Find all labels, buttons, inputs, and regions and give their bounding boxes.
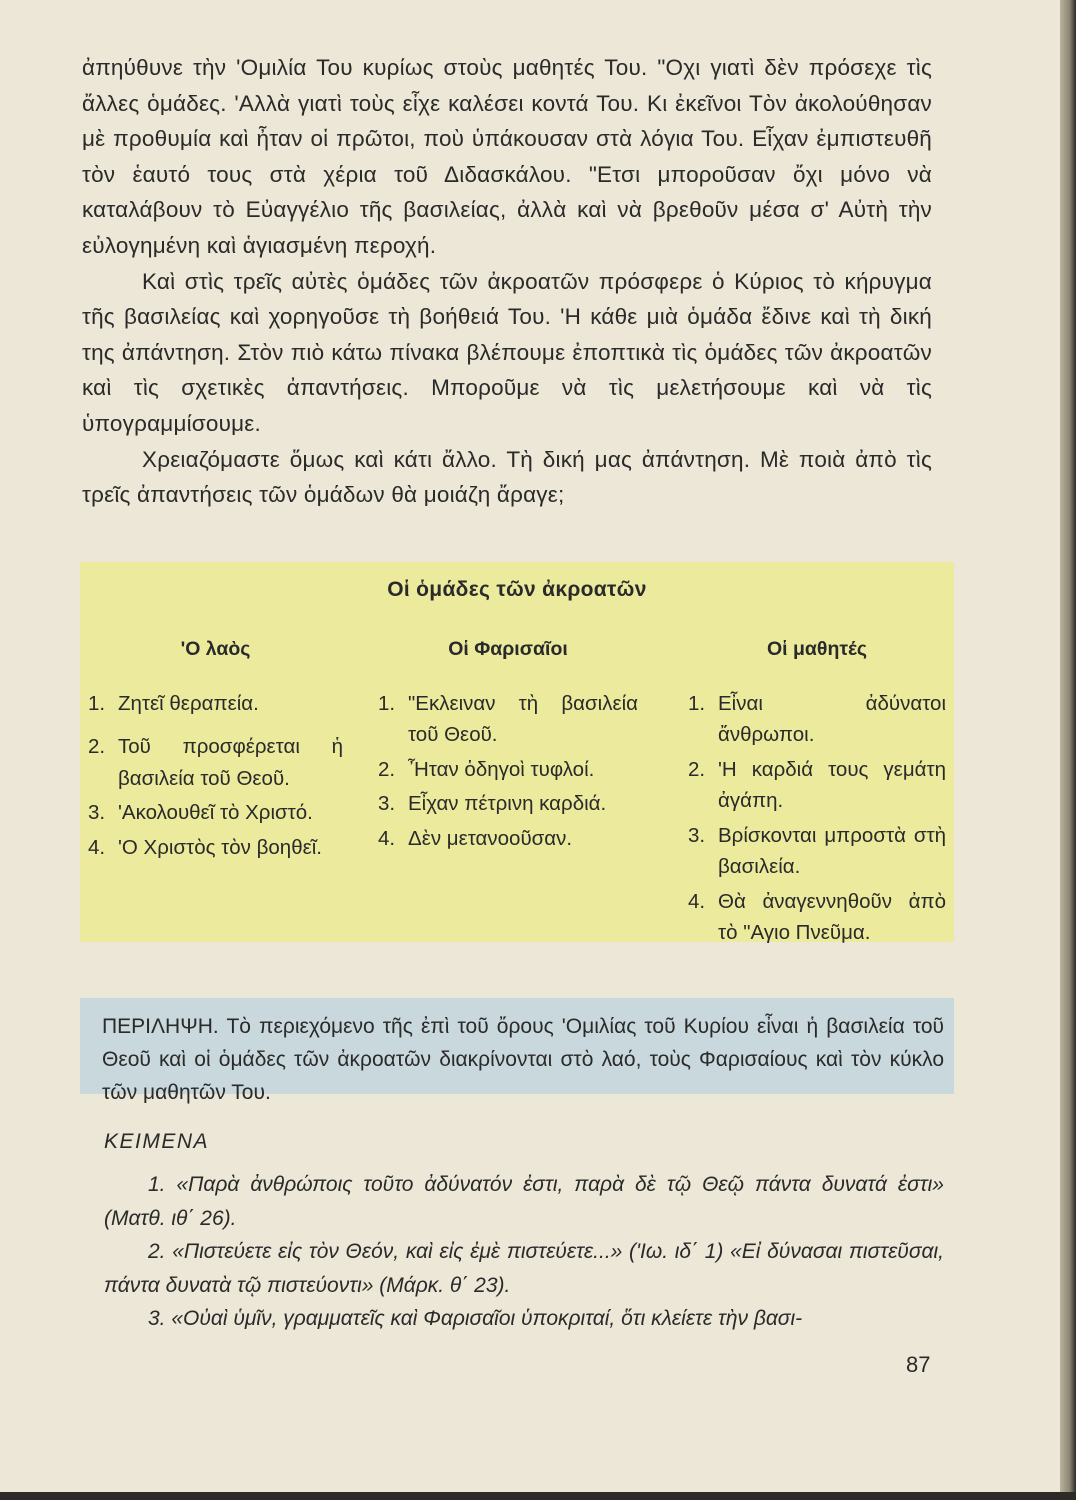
item-text: Ζητεῖ θεραπεία. — [118, 691, 259, 715]
list-item — [378, 788, 638, 820]
item-number: 4. — [688, 889, 706, 913]
item-number: 2. — [378, 757, 396, 781]
book-spine-edge — [1060, 0, 1076, 1500]
item-number: 4. — [378, 826, 396, 850]
item-number: 3. — [378, 792, 396, 815]
list-item — [378, 823, 638, 855]
list-item — [688, 886, 946, 949]
list-item — [378, 754, 638, 786]
page-bottom-edge — [0, 1492, 1076, 1500]
intro-text — [82, 50, 932, 513]
texts-heading: ΚΕΙΜΕΝΑ — [104, 1130, 210, 1153]
item-text: Εἶχαν πέτρινη καρδιά. — [408, 792, 607, 815]
item-number: 1. — [88, 691, 106, 715]
item-text: Ἦταν ὁδηγοὶ τυφλοί. — [408, 757, 595, 781]
list-item — [688, 688, 946, 751]
item-number: 4. — [88, 835, 106, 859]
text-quote: 3. «Οὐαὶ ὑμῖν, γραμματεῖς καὶ Φαρισαῖοι ὑποκριταί, ὅτι κλείετε τὴν βασι- — [148, 1307, 803, 1330]
item-text: "Εκλειναν τὴ βασιλεία τοῦ Θεοῦ. — [408, 691, 638, 746]
intro-paragraph-2: Καὶ στὶς τρεῖς αὐτὲς ὁμάδες τῶν ἀκροατῶν πρόσφερε ὁ Κύριος τὸ κήρυγμα τῆς βασιλείας καὶ χορηγοῦσε τὴ βοήθειά Του. 'Η κάθε μιὰ ὁμάδα ἔδινε καὶ τὴ δική της ἀπάντηση. Στὸν πιὸ κάτω πίνακα βλέπουμε ἐποπτικὰ τὶς ὁμάδες τῶν ἀκροατῶν καὶ τὶς σχετικὲς ἀπαντήσεις. Μποροῦμε νὰ τὶς μελετήσουμε καὶ νὰ τὶς ὑπογραμμίσουμε. — [82, 268, 932, 436]
item-number: 1. — [688, 691, 706, 715]
item-number: 2. — [688, 757, 706, 781]
list-item — [688, 754, 946, 817]
item-text: Θὰ ἀναγεννηθοῦν ἀπὸ τὸ "Αγιο Πνεῦμα. — [718, 889, 946, 944]
item-number: 3. — [88, 801, 106, 824]
item-number: 2. — [88, 735, 106, 758]
column-header: Οἱ Φαρισαῖοι — [448, 638, 568, 660]
listener-groups-table — [80, 562, 954, 942]
item-text: 'Η καρδιά τους γεμάτη ἀγάπη. — [718, 757, 946, 812]
list-item — [88, 832, 343, 864]
list-item — [688, 820, 946, 883]
column-header: Οἱ μαθητές — [766, 638, 867, 660]
list-item — [88, 797, 343, 829]
item-text: 'Ο Χριστὸς τὸν βοηθεῖ. — [118, 835, 322, 859]
item-text: Εἶναι ἀδύνατοι ἄνθρωποι. — [718, 691, 946, 746]
column-disciples — [688, 634, 946, 952]
list-item — [88, 688, 343, 720]
item-text: Τοῦ προσφέρεται ἡ βασιλεία τοῦ Θεοῦ. — [118, 735, 343, 790]
summary-text: ΠΕΡΙΛΗΨΗ. Τὸ περιεχόμενο τῆς ἐπὶ τοῦ ὄρους 'Ομιλίας τοῦ Κυρίου εἶναι ἡ βασιλεία τοῦ Θεοῦ καὶ οἱ ὁμάδες τῶν ἀκροατῶν διακρίνονται στὸ λαό, τοὺς Φαρισαίους καὶ τὸν κύκλο τῶν μαθητῶν Του. — [102, 1015, 944, 1104]
column-people — [88, 634, 343, 866]
summary-box — [80, 998, 954, 1104]
intro-paragraph-1: ἀπηύθυνε τὴν 'Ομιλία Του κυρίως στοὺς μαθητές Του. "Οχι γιατὶ δὲν πρόσεχε τὶς ἄλλες ὁμάδες. 'Αλλὰ γιατὶ τοὺς εἶχε καλέσει κοντά Του. Κι ἐκεῖνοι Τὸν ἀκολούθησαν μὲ προθυμία καὶ ἦταν οἱ πρῶτοι, ποὺ ὑπάκουσαν στὰ λόγια Του. Εἶχαν ἐμπιστευθῆ τὸν ἑαυτό τους στὰ χέρια τοῦ Διδασκάλου. "Ετσι μποροῦσαν ὄχι μόνο νὰ καταλάβουν τὸ Εὐαγγέλιο τῆς βασιλείας, ἀλλὰ καὶ νὰ βρεθοῦν μέσα σ' Αὐτὴ τὴν εὐλογημένη καὶ ἁγιασμένη περοχή. — [82, 55, 932, 258]
column-header: 'Ο λαὸς — [180, 638, 251, 660]
text-quote: 1. «Παρὰ ἀνθρώποις τοῦτο ἀδύνατόν ἐστι, παρὰ δὲ τῷ Θεῷ πάντα δυνατά ἐστι» (Ματθ. ιθ΄ 26). — [104, 1173, 944, 1230]
item-number: 3. — [688, 823, 706, 847]
item-text: Βρίσκονται μπροστὰ στὴ βασιλεία. — [718, 823, 946, 878]
list-item — [88, 731, 343, 794]
table-title: Οἱ ὁμάδες τῶν ἀκροατῶν — [387, 578, 647, 601]
texts-list — [104, 1168, 944, 1336]
item-text: 'Ακολουθεῖ τὸ Χριστό. — [118, 801, 313, 824]
column-pharisees — [378, 634, 638, 857]
text-quote: 2. «Πιστεύετε εἰς τὸν Θεόν, καὶ εἰς ἐμὲ πιστεύετε...» ('Ιω. ιδ΄ 1) «Εἰ δύνασαι πιστεῦσαι, πάντα δυνατὰ τῷ πιστεύοντι» (Μάρκ. θ΄ 23). — [104, 1240, 944, 1297]
list-item — [378, 688, 638, 751]
intro-paragraph-3: Χρειαζόμαστε ὅμως καὶ κάτι ἄλλο. Τὴ δική μας ἀπάντηση. Μὲ ποιὰ ἀπὸ τὶς τρεῖς ἀπαντήσεις τῶν ὁμάδων θὰ μοιάζη ἄραγε; — [82, 446, 932, 508]
item-number: 1. — [378, 691, 396, 715]
page-number: 87 — [906, 1352, 931, 1377]
item-text: Δὲν μετανοοῦσαν. — [408, 826, 573, 850]
